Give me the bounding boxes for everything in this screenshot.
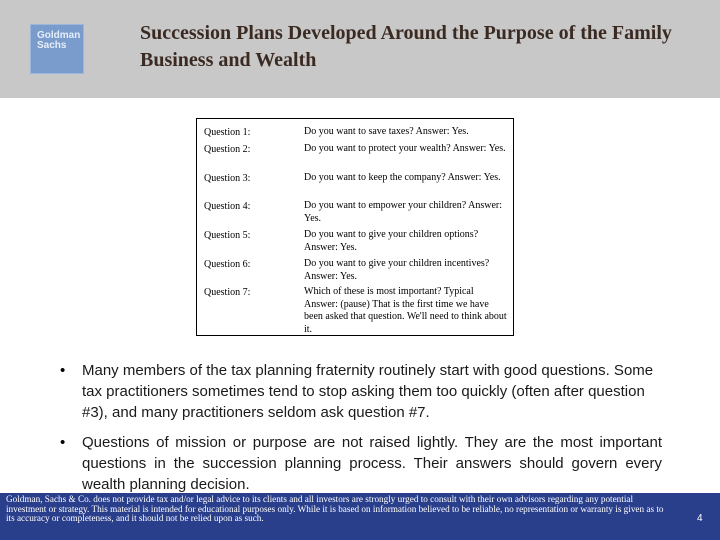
logo-line-1: Goldman bbox=[37, 30, 81, 41]
page-number: 4 bbox=[697, 513, 703, 524]
question-text: Which of these is most important? Typical Answer: (pause) That is the first time we have been asked that question. We'll need to think about it. bbox=[304, 286, 507, 335]
slide-title: Succession Plans Developed Around the Purpose of the Family Business and Wealth bbox=[140, 22, 672, 71]
question-label: Question 7: bbox=[204, 287, 251, 298]
footer-band bbox=[0, 493, 720, 540]
question-text: Do you want to give your children incentives? Answer: Yes. bbox=[304, 258, 490, 282]
question-label: Question 1: bbox=[204, 127, 251, 138]
bullet-text: Many members of the tax planning fraternity routinely start with good questions. Some tax practitioners sometimes tend to stop asking them too quickly (often after question #3), and many practitioners seldom ask question #7. bbox=[82, 362, 654, 421]
question-text: Do you want to keep the company? Answer: Yes. bbox=[304, 172, 501, 183]
logo-line-2: Sachs bbox=[37, 40, 67, 51]
goldman-sachs-logo bbox=[30, 24, 84, 74]
question-text: Do you want to protect your wealth? Answer: Yes. bbox=[304, 143, 506, 154]
questions-box bbox=[196, 118, 514, 336]
question-label: Question 5: bbox=[204, 230, 251, 241]
bullet-marker: • bbox=[60, 362, 66, 379]
header-band bbox=[0, 0, 720, 98]
question-label: Question 6: bbox=[204, 259, 251, 270]
bullet-text: Questions of mission or purpose are not raised lightly. They are the most important questions in the succession planning process. Their answers should govern every wealth planning decision. bbox=[82, 434, 662, 493]
question-text: Do you want to give your children options? Answer: Yes. bbox=[304, 229, 479, 253]
question-label: Question 2: bbox=[204, 144, 251, 155]
question-label: Question 4: bbox=[204, 201, 251, 212]
bullet-marker: • bbox=[60, 434, 66, 451]
question-text: Do you want to save taxes? Answer: Yes. bbox=[304, 126, 469, 137]
legal-disclaimer: Goldman, Sachs & Co. does not provide tax and/or legal advice to its clients and all investors are strongly urged to consult with their own advisors regarding any potential investment or strategy. This material is intended for educational purposes only. While it is based on information believed to be reliable, no representation or warranty is given as to its accuracy or completeness, and it should not be relied upon as such. bbox=[6, 494, 664, 524]
question-text: Do you want to empower your children? Answer: Yes. bbox=[304, 200, 503, 224]
question-label: Question 3: bbox=[204, 173, 251, 184]
